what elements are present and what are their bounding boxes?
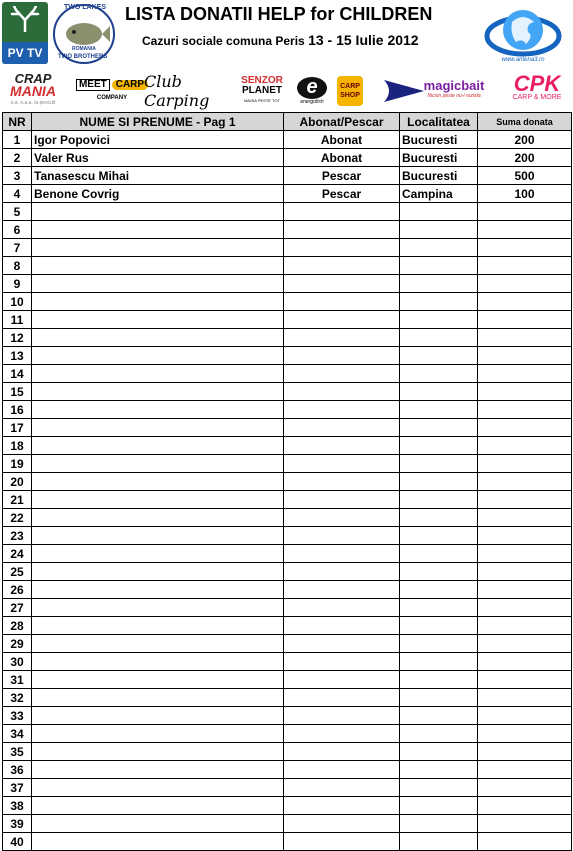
row-location	[400, 473, 478, 491]
sponsor-carping-club: Club Carping	[144, 72, 210, 110]
row-name	[32, 527, 284, 545]
row-location	[400, 329, 478, 347]
row-amount	[478, 815, 572, 833]
row-nr: 5	[3, 203, 32, 221]
row-amount	[478, 743, 572, 761]
row-amount	[478, 635, 572, 653]
row-amount	[478, 797, 572, 815]
row-amount	[478, 203, 572, 221]
row-name	[32, 491, 284, 509]
table-row	[3, 743, 572, 761]
row-type	[284, 437, 400, 455]
row-nr: 36	[3, 761, 32, 779]
row-location	[400, 203, 478, 221]
row-amount	[478, 689, 572, 707]
sponsor-crap-mania	[2, 71, 64, 108]
energofish-name: energofish	[300, 99, 324, 105]
row-amount	[478, 491, 572, 509]
row-name: Benone Covrig	[32, 185, 284, 203]
row-name	[32, 725, 284, 743]
row-amount	[478, 257, 572, 275]
row-amount	[478, 293, 572, 311]
two-lakes-bottom: TWO BROTHERS	[58, 54, 108, 60]
row-type	[284, 725, 400, 743]
row-location	[400, 437, 478, 455]
senzor-planet-senzor: SENZOR	[241, 75, 283, 86]
row-name	[32, 581, 284, 599]
table-row	[3, 833, 572, 851]
row-location	[400, 491, 478, 509]
row-nr: 16	[3, 401, 32, 419]
row-name	[32, 617, 284, 635]
row-nr: 3	[3, 167, 32, 185]
col-location: Localitatea	[400, 113, 478, 131]
row-name	[32, 455, 284, 473]
row-nr: 6	[3, 221, 32, 239]
sponsor-cpk	[502, 71, 572, 108]
table-row	[3, 509, 572, 527]
table-body	[3, 131, 572, 851]
table-row	[3, 293, 572, 311]
row-nr: 23	[3, 527, 32, 545]
table-row	[3, 437, 572, 455]
table-row	[3, 527, 572, 545]
senzor-planet-tagline: MAGIA PESTE TOT	[244, 98, 280, 103]
magicbait-name: magicbait	[423, 78, 485, 93]
donations-table	[2, 112, 572, 851]
crap-mania-tagline: o.a. o.a.a. la pescuit	[10, 100, 56, 106]
row-location	[400, 635, 478, 653]
meet-carp-company: COMPANY	[96, 95, 128, 101]
pvtv-logo-text: PV TV	[2, 42, 48, 64]
table-header-row	[3, 113, 572, 131]
table-row	[3, 329, 572, 347]
row-location	[400, 527, 478, 545]
row-location	[400, 347, 478, 365]
row-type	[284, 365, 400, 383]
row-location	[400, 545, 478, 563]
row-nr: 12	[3, 329, 32, 347]
table-row	[3, 221, 572, 239]
row-amount	[478, 527, 572, 545]
row-location: Bucuresti	[400, 167, 478, 185]
row-type	[284, 833, 400, 851]
row-name	[32, 257, 284, 275]
two-lakes-logo	[50, 2, 118, 66]
row-type	[284, 383, 400, 401]
row-type	[284, 401, 400, 419]
row-nr: 18	[3, 437, 32, 455]
row-nr: 2	[3, 149, 32, 167]
row-name	[32, 437, 284, 455]
row-nr: 10	[3, 293, 32, 311]
row-type	[284, 653, 400, 671]
table-row	[3, 545, 572, 563]
row-location	[400, 761, 478, 779]
sponsor-energofish	[290, 74, 334, 108]
row-name	[32, 473, 284, 491]
row-type	[284, 275, 400, 293]
table-row	[3, 455, 572, 473]
row-location	[400, 311, 478, 329]
col-type: Abonat/Pescar	[284, 113, 400, 131]
table-row	[3, 185, 572, 203]
row-nr: 40	[3, 833, 32, 851]
row-nr: 7	[3, 239, 32, 257]
row-type	[284, 257, 400, 275]
two-lakes-middle: ROMANIA	[72, 46, 96, 52]
row-nr: 37	[3, 779, 32, 797]
row-amount	[478, 419, 572, 437]
table-row	[3, 563, 572, 581]
row-name	[32, 347, 284, 365]
row-amount: 500	[478, 167, 572, 185]
row-nr: 34	[3, 725, 32, 743]
col-amount: Suma donata	[478, 113, 572, 131]
row-location	[400, 239, 478, 257]
table-row	[3, 311, 572, 329]
row-type	[284, 689, 400, 707]
row-name	[32, 509, 284, 527]
subtitle-dates: 13 - 15 Iulie 2012	[308, 32, 419, 48]
row-amount	[478, 671, 572, 689]
row-amount	[478, 563, 572, 581]
row-location	[400, 581, 478, 599]
table-row	[3, 401, 572, 419]
table-row	[3, 671, 572, 689]
row-location	[400, 257, 478, 275]
row-nr: 32	[3, 689, 32, 707]
row-type	[284, 581, 400, 599]
row-name	[32, 743, 284, 761]
row-location	[400, 275, 478, 293]
row-amount	[478, 329, 572, 347]
row-amount	[478, 725, 572, 743]
row-amount	[478, 653, 572, 671]
table-row	[3, 491, 572, 509]
row-nr: 27	[3, 599, 32, 617]
row-name: Tanasescu Mihai	[32, 167, 284, 185]
row-name	[32, 275, 284, 293]
row-type	[284, 815, 400, 833]
row-name	[32, 815, 284, 833]
row-location	[400, 617, 478, 635]
row-amount	[478, 473, 572, 491]
table-row	[3, 473, 572, 491]
sponsor-magicbait	[366, 74, 502, 108]
row-location	[400, 815, 478, 833]
table-row	[3, 365, 572, 383]
row-location	[400, 671, 478, 689]
row-type	[284, 545, 400, 563]
row-name	[32, 599, 284, 617]
sponsor-senzor-planet	[234, 74, 290, 108]
row-nr: 31	[3, 671, 32, 689]
row-amount	[478, 365, 572, 383]
row-location	[400, 797, 478, 815]
row-type	[284, 779, 400, 797]
row-name: Valer Rus	[32, 149, 284, 167]
row-nr: 1	[3, 131, 32, 149]
row-type	[284, 239, 400, 257]
row-type	[284, 347, 400, 365]
row-amount	[478, 311, 572, 329]
row-nr: 9	[3, 275, 32, 293]
table-row	[3, 653, 572, 671]
cpk-name: CPK	[513, 71, 561, 96]
table-row	[3, 707, 572, 725]
row-type	[284, 743, 400, 761]
row-type	[284, 203, 400, 221]
meet-carp-carp: CARP	[112, 80, 148, 90]
row-name	[32, 365, 284, 383]
row-name	[32, 707, 284, 725]
row-location	[400, 725, 478, 743]
senzor-planet-planet: PLANET	[242, 85, 282, 96]
table-row	[3, 347, 572, 365]
table-row	[3, 203, 572, 221]
row-amount	[478, 761, 572, 779]
antler-icon	[8, 6, 42, 32]
row-amount	[478, 545, 572, 563]
row-name	[32, 779, 284, 797]
row-nr: 15	[3, 383, 32, 401]
row-name	[32, 203, 284, 221]
cpk-tagline: CARP & MORE	[512, 94, 562, 101]
row-type	[284, 419, 400, 437]
row-type	[284, 707, 400, 725]
row-nr: 24	[3, 545, 32, 563]
row-nr: 4	[3, 185, 32, 203]
row-type: Pescar	[284, 167, 400, 185]
row-name	[32, 635, 284, 653]
row-amount	[478, 239, 572, 257]
carp-shop-line2: SHOP	[340, 92, 360, 99]
row-name	[32, 545, 284, 563]
table-row	[3, 149, 572, 167]
row-location	[400, 401, 478, 419]
row-location: Campina	[400, 185, 478, 203]
row-nr: 22	[3, 509, 32, 527]
table-row	[3, 581, 572, 599]
antena3-url: www.antena3.ro	[501, 57, 545, 63]
row-type: Abonat	[284, 131, 400, 149]
row-name	[32, 689, 284, 707]
col-nr: NR	[3, 113, 32, 131]
row-nr: 38	[3, 797, 32, 815]
row-name	[32, 239, 284, 257]
row-location	[400, 419, 478, 437]
row-amount	[478, 617, 572, 635]
sponsor-carp-shop	[336, 74, 364, 108]
row-type: Pescar	[284, 185, 400, 203]
row-location: Bucuresti	[400, 149, 478, 167]
magicbait-tagline: Niciun peste nu-i rezista	[427, 93, 481, 99]
row-nr: 39	[3, 815, 32, 833]
row-amount	[478, 347, 572, 365]
sponsor-strip	[0, 72, 573, 110]
row-type	[284, 563, 400, 581]
row-location	[400, 383, 478, 401]
subtitle-text: Cazuri sociale comuna Peris	[142, 34, 305, 48]
row-type	[284, 635, 400, 653]
row-name	[32, 797, 284, 815]
table-row	[3, 167, 572, 185]
row-amount	[478, 779, 572, 797]
row-location	[400, 599, 478, 617]
row-type	[284, 311, 400, 329]
row-location	[400, 455, 478, 473]
row-location	[400, 779, 478, 797]
row-nr: 25	[3, 563, 32, 581]
table-row	[3, 689, 572, 707]
row-name	[32, 401, 284, 419]
row-name	[32, 221, 284, 239]
row-name	[32, 419, 284, 437]
table-row	[3, 725, 572, 743]
row-name	[32, 671, 284, 689]
row-nr: 21	[3, 491, 32, 509]
page-header	[0, 0, 573, 70]
table-row	[3, 815, 572, 833]
row-type: Abonat	[284, 149, 400, 167]
row-location	[400, 563, 478, 581]
table-row	[3, 275, 572, 293]
row-amount: 200	[478, 131, 572, 149]
col-name: NUME SI PRENUME - Pag 1	[32, 113, 284, 131]
row-nr: 33	[3, 707, 32, 725]
row-type	[284, 671, 400, 689]
row-amount	[478, 581, 572, 599]
row-location: Bucuresti	[400, 131, 478, 149]
table-row	[3, 635, 572, 653]
row-name	[32, 761, 284, 779]
row-nr: 19	[3, 455, 32, 473]
table-row	[3, 599, 572, 617]
row-type	[284, 329, 400, 347]
row-amount	[478, 275, 572, 293]
row-nr: 13	[3, 347, 32, 365]
row-location	[400, 653, 478, 671]
row-location	[400, 509, 478, 527]
row-amount: 200	[478, 149, 572, 167]
two-lakes-top: TWO LAKES	[64, 4, 106, 11]
row-name	[32, 329, 284, 347]
row-location	[400, 833, 478, 851]
row-nr: 8	[3, 257, 32, 275]
carp-shop-line1: CARP	[340, 83, 360, 90]
table-row	[3, 383, 572, 401]
table-row	[3, 419, 572, 437]
table-row	[3, 131, 572, 149]
row-location	[400, 743, 478, 761]
row-nr: 17	[3, 419, 32, 437]
row-amount	[478, 383, 572, 401]
row-amount	[478, 401, 572, 419]
row-location	[400, 707, 478, 725]
row-nr: 26	[3, 581, 32, 599]
energofish-letter: e	[297, 77, 327, 99]
row-type	[284, 221, 400, 239]
row-type	[284, 797, 400, 815]
row-amount	[478, 707, 572, 725]
row-type	[284, 527, 400, 545]
row-amount	[478, 437, 572, 455]
row-type	[284, 509, 400, 527]
magicbait-swoosh-icon	[384, 76, 424, 106]
row-nr: 30	[3, 653, 32, 671]
row-amount	[478, 599, 572, 617]
page-title: LISTA DONATII HELP for CHILDREN	[125, 4, 433, 24]
row-nr: 29	[3, 635, 32, 653]
row-amount	[478, 221, 572, 239]
sponsor-meet-carp	[68, 74, 156, 108]
row-type	[284, 455, 400, 473]
table-row	[3, 617, 572, 635]
crap-mania-line2: MANIA	[10, 83, 56, 99]
row-name	[32, 311, 284, 329]
row-type	[284, 491, 400, 509]
row-nr: 14	[3, 365, 32, 383]
row-type	[284, 761, 400, 779]
table-row	[3, 779, 572, 797]
row-location	[400, 293, 478, 311]
row-name	[32, 833, 284, 851]
page-subtitle	[142, 32, 419, 48]
row-amount	[478, 833, 572, 851]
row-name	[32, 563, 284, 581]
row-nr: 35	[3, 743, 32, 761]
row-type	[284, 617, 400, 635]
row-nr: 11	[3, 311, 32, 329]
row-type	[284, 473, 400, 491]
meet-carp-meet: MEET	[76, 79, 110, 91]
table-row	[3, 797, 572, 815]
table-row	[3, 761, 572, 779]
row-location	[400, 689, 478, 707]
row-amount: 100	[478, 185, 572, 203]
row-nr: 20	[3, 473, 32, 491]
pvtv-logo	[2, 2, 48, 64]
crap-mania-line1: CRAP	[14, 71, 52, 86]
row-nr: 28	[3, 617, 32, 635]
table-row	[3, 239, 572, 257]
row-name: Igor Popovici	[32, 131, 284, 149]
row-name	[32, 293, 284, 311]
row-location	[400, 365, 478, 383]
row-name	[32, 653, 284, 671]
row-location	[400, 221, 478, 239]
row-type	[284, 599, 400, 617]
row-amount	[478, 455, 572, 473]
row-type	[284, 293, 400, 311]
table-row	[3, 257, 572, 275]
row-amount	[478, 509, 572, 527]
row-name	[32, 383, 284, 401]
